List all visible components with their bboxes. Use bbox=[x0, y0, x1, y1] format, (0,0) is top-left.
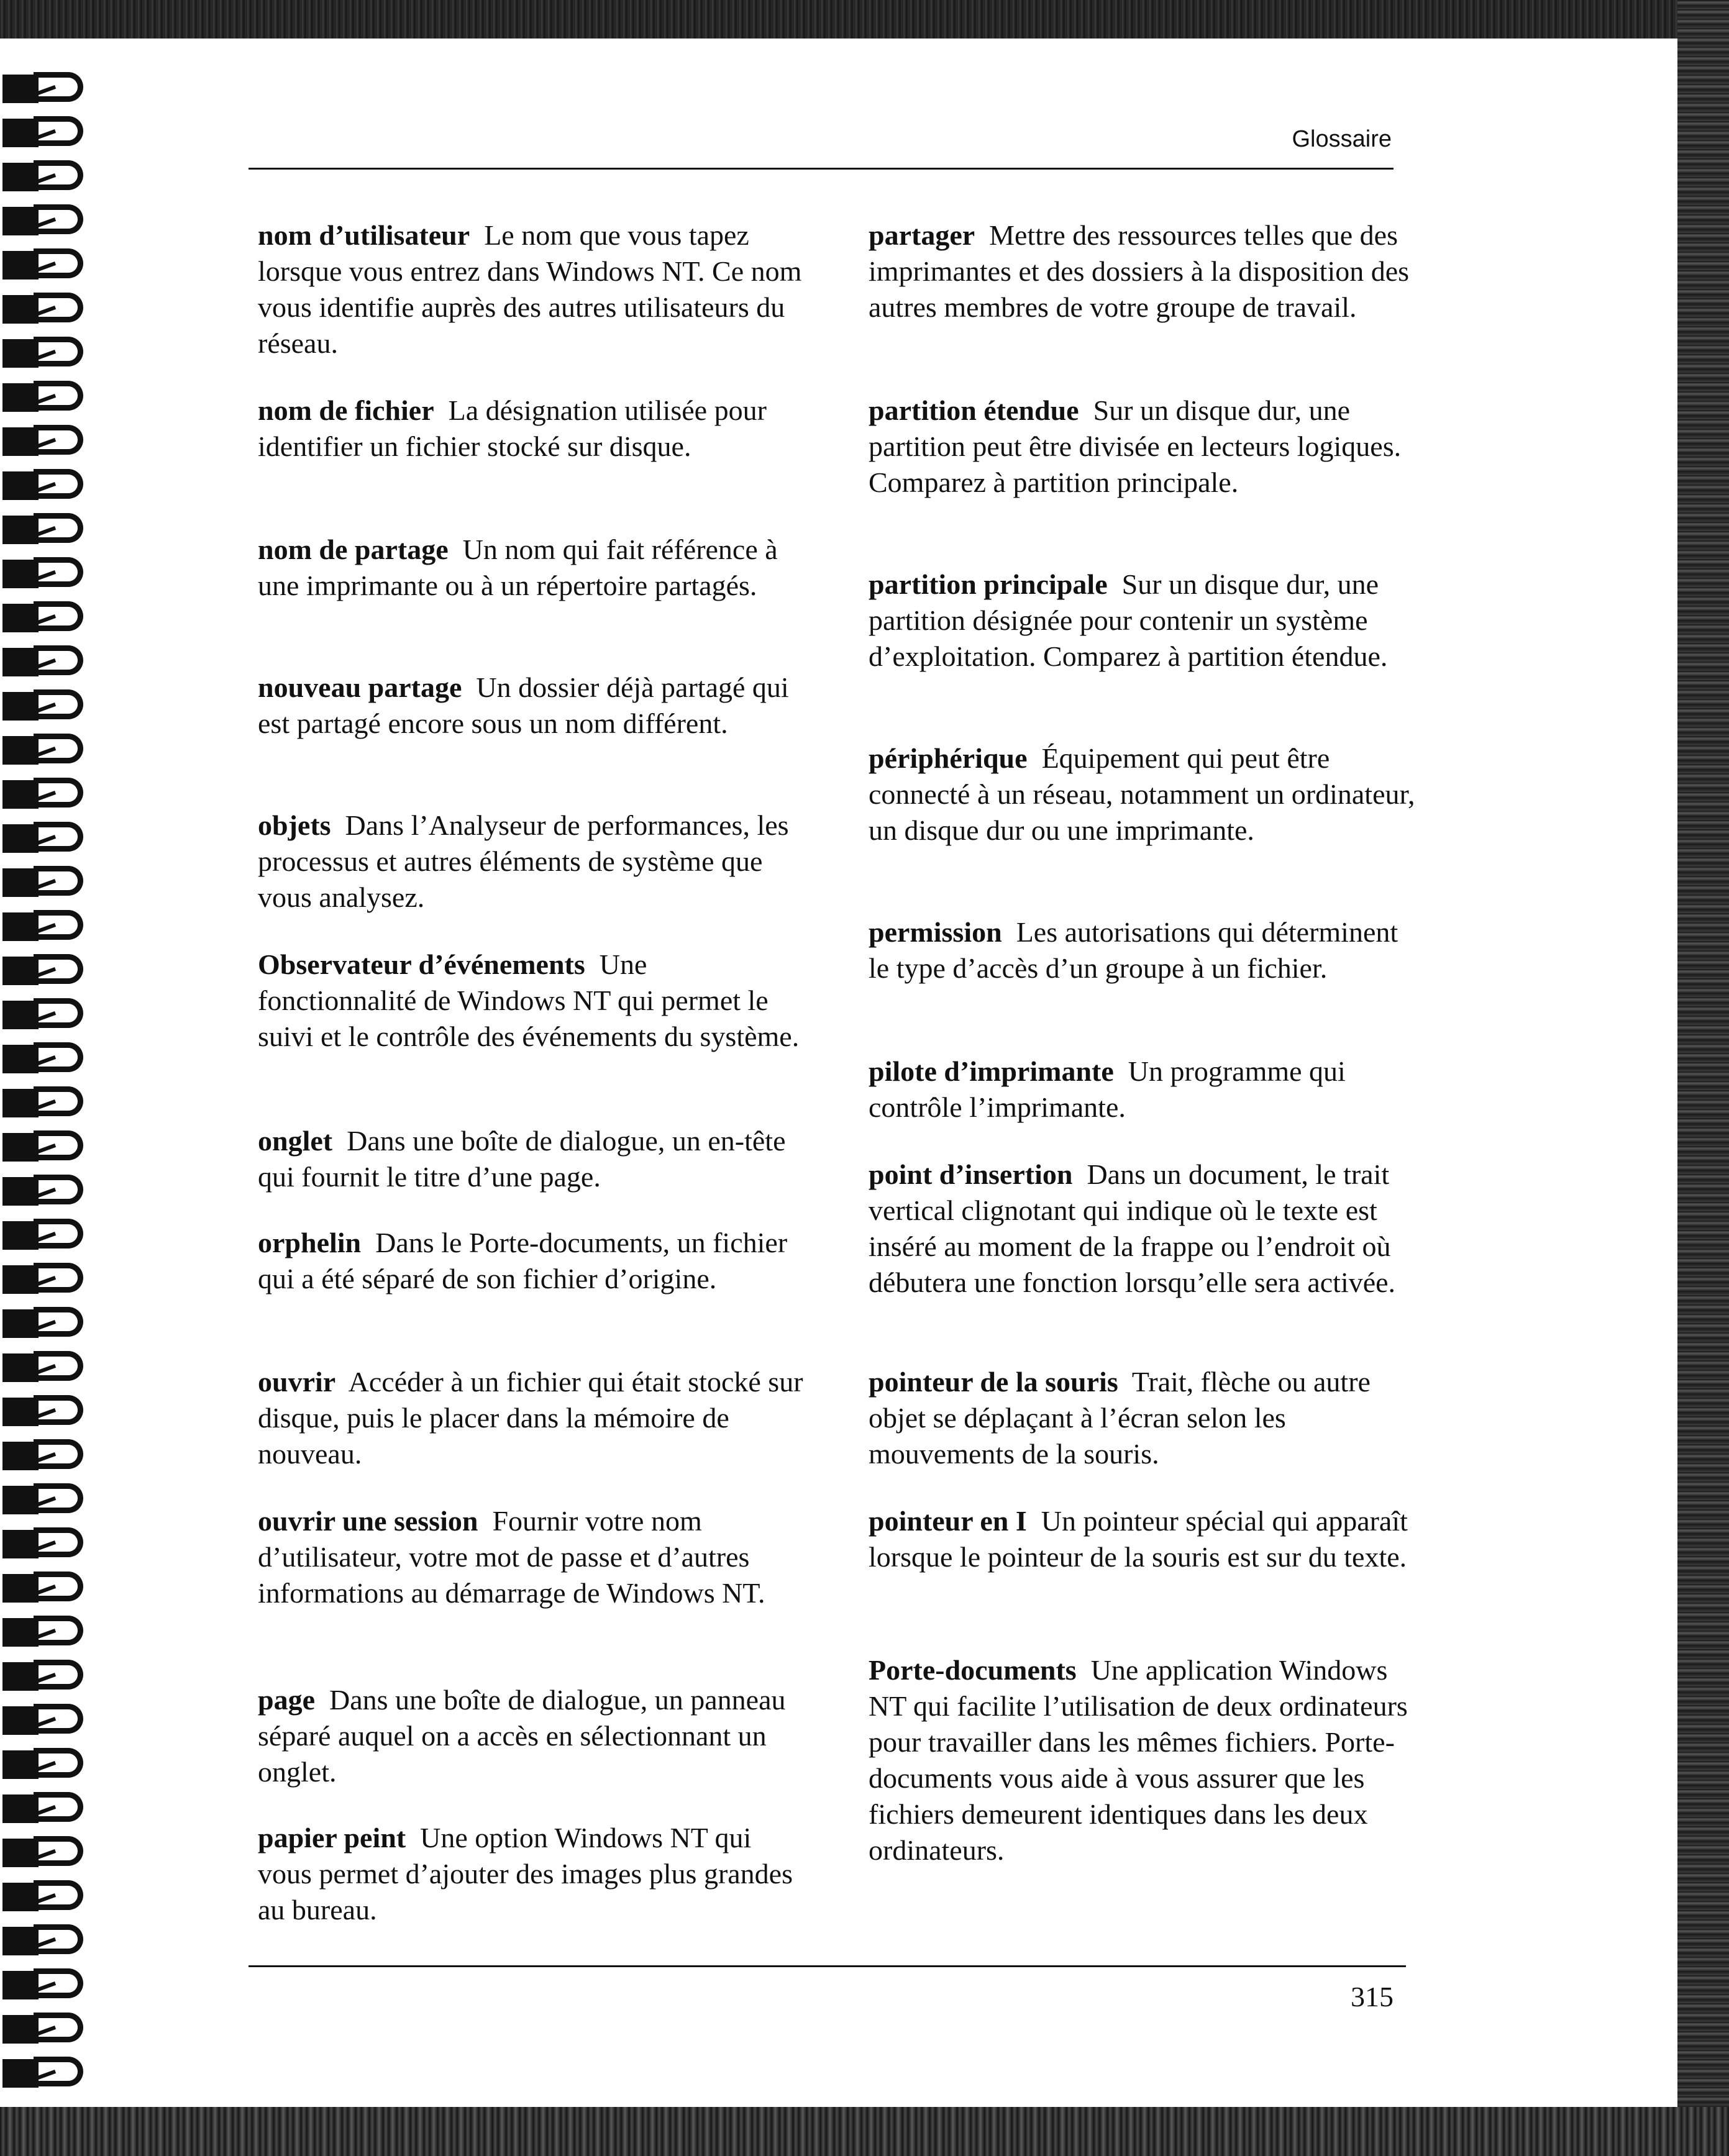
binding-ring bbox=[2, 334, 96, 371]
binding-ring bbox=[2, 863, 96, 901]
glossary-definition: Sur un disque dur, une partition désignée pour contenir un système d’exploitation. Comparez à partition étendue. bbox=[869, 568, 1388, 672]
binding-ring bbox=[2, 422, 96, 460]
binding-ring bbox=[2, 290, 96, 327]
binding-ring bbox=[2, 1260, 96, 1298]
binding-ring bbox=[2, 466, 96, 504]
glossary-entry bbox=[258, 217, 805, 362]
spiral-binding bbox=[0, 39, 106, 2107]
glossary-term: objets bbox=[258, 809, 331, 841]
glossary-term: ouvrir bbox=[258, 1366, 336, 1398]
glossary-entry bbox=[258, 947, 805, 1055]
glossary-entry bbox=[258, 1225, 805, 1297]
glossary-term: partition principale bbox=[869, 568, 1108, 600]
glossary-entry bbox=[258, 1123, 805, 1195]
glossary-definition: Un dossier déjà partagé qui est partagé encore sous un nom différent. bbox=[258, 671, 789, 739]
glossary-definition: Dans un document, le trait vertical clignotant qui indique où le texte est inséré au moment de la frappe ou l’endroit où débutera une fonction lorsqu’elle sera activée. bbox=[869, 1158, 1396, 1298]
glossary-term: nom d’utilisateur bbox=[258, 219, 470, 251]
glossary-term: pilote d’imprimante bbox=[869, 1055, 1114, 1087]
binding-ring bbox=[2, 1525, 96, 1562]
glossary-entry bbox=[869, 1503, 1415, 1575]
binding-ring bbox=[2, 643, 96, 680]
glossary-term: pointeur en I bbox=[869, 1505, 1027, 1537]
glossary-entry bbox=[869, 740, 1415, 848]
glossary-entry bbox=[869, 1053, 1415, 1126]
glossary-definition: Un pointeur spécial qui apparaît lorsque le pointeur de la souris est sur du texte. bbox=[869, 1505, 1408, 1573]
glossary-definition: Équipement qui peut être connecté à un réseau, notamment un ordinateur, un disque dur ou une imprimante. bbox=[869, 742, 1415, 846]
glossary-term: point d’insertion bbox=[869, 1158, 1073, 1190]
glossary-term: onglet bbox=[258, 1125, 333, 1157]
binding-ring bbox=[2, 996, 96, 1033]
glossary-entry bbox=[869, 914, 1415, 986]
glossary-definition: Trait, flèche ou autre objet se déplaçant à l’écran selon les mouvements de la souris. bbox=[869, 1366, 1371, 1470]
glossary-entry bbox=[869, 1652, 1415, 1868]
binding-ring bbox=[2, 775, 96, 812]
glossary-term: nom de fichier bbox=[258, 394, 434, 426]
binding-ring bbox=[2, 907, 96, 945]
scan-bottom-edge bbox=[0, 2107, 1729, 2156]
glossary-entry bbox=[258, 1682, 805, 1790]
binding-ring bbox=[2, 158, 96, 195]
glossary-term: nom de partage bbox=[258, 534, 449, 565]
glossary-definition: Un programme qui contrôle l’imprimante. bbox=[869, 1055, 1346, 1123]
glossary-definition: La désignation utilisée pour identifier un fichier stocké sur disque. bbox=[258, 394, 767, 462]
glossary-term: nouveau partage bbox=[258, 671, 462, 703]
glossary-definition: Sur un disque dur, une partition peut être divisée en lecteurs logiques. Comparez à partition principale. bbox=[869, 394, 1402, 498]
glossary-term: partager bbox=[869, 219, 975, 251]
glossary-entry bbox=[258, 670, 805, 742]
binding-ring bbox=[2, 1878, 96, 1915]
glossary-entry bbox=[869, 1157, 1415, 1301]
glossary-term: Porte-documents bbox=[869, 1654, 1077, 1686]
glossary-definition: Mettre des ressources telles que des imprimantes et des dossiers à la disposition des autres membres de votre groupe de travail. bbox=[869, 219, 1410, 323]
binding-ring bbox=[2, 1613, 96, 1650]
binding-ring bbox=[2, 70, 96, 107]
glossary-definition: Fournir votre nom d’utilisateur, votre mot de passe et d’autres informations au démarrage de Windows NT. bbox=[258, 1505, 765, 1609]
binding-ring bbox=[2, 1216, 96, 1253]
footer-rule bbox=[249, 1965, 1406, 1967]
binding-ring bbox=[2, 1084, 96, 1121]
binding-ring bbox=[2, 1481, 96, 1518]
binding-ring bbox=[2, 1834, 96, 1871]
glossary-definition: Dans l’Analyseur de performances, les processus et autres éléments de système que vous analysez. bbox=[258, 809, 789, 913]
binding-ring bbox=[2, 246, 96, 283]
glossary-definition: Dans le Porte-documents, un fichier qui a été séparé de son fichier d’origine. bbox=[258, 1227, 788, 1294]
glossary-definition: Le nom que vous tapez lorsque vous entrez dans Windows NT. Ce nom vous identifie auprès des autres utilisateurs du réseau. bbox=[258, 219, 802, 359]
glossary-term: ouvrir une session bbox=[258, 1505, 478, 1537]
binding-ring bbox=[2, 1966, 96, 2003]
binding-ring bbox=[2, 2010, 96, 2047]
binding-ring bbox=[2, 1790, 96, 1827]
binding-ring bbox=[2, 1569, 96, 1606]
glossary-definition: Une application Windows NT qui facilite l’utilisation de deux ordinateurs pour travailler dans les mêmes fichiers. Porte-documents vous aide à vous assurer que les fichiers demeurent identiques dans les deux ordinateurs. bbox=[869, 1654, 1408, 1866]
binding-ring bbox=[2, 555, 96, 592]
glossary-term: pointeur de la souris bbox=[869, 1366, 1118, 1398]
binding-ring bbox=[2, 1349, 96, 1386]
page-number: 315 bbox=[1351, 1981, 1394, 2013]
glossary-definition: Dans une boîte de dialogue, un en-tête qui fournit le titre d’une page. bbox=[258, 1125, 786, 1193]
binding-ring bbox=[2, 202, 96, 239]
scan-right-edge bbox=[1677, 0, 1729, 2156]
glossary-term: partition étendue bbox=[869, 394, 1079, 426]
glossary-entry bbox=[258, 393, 805, 465]
binding-ring bbox=[2, 1701, 96, 1739]
glossary-entry bbox=[258, 1820, 805, 1928]
glossary-term: orphelin bbox=[258, 1227, 362, 1258]
binding-ring bbox=[2, 1437, 96, 1474]
binding-ring bbox=[2, 1393, 96, 1430]
glossary-entry bbox=[869, 217, 1415, 325]
binding-ring bbox=[2, 1922, 96, 1959]
glossary-definition: Un nom qui fait référence à une imprimante ou à un répertoire partagés. bbox=[258, 534, 778, 601]
binding-ring bbox=[2, 952, 96, 989]
glossary-term: Observateur d’événements bbox=[258, 948, 585, 980]
glossary-definition: Les autorisations qui déterminent le type d’accès d’un groupe à un fichier. bbox=[869, 916, 1398, 984]
binding-ring bbox=[2, 819, 96, 857]
glossary-term: permission bbox=[869, 916, 1002, 948]
binding-ring bbox=[2, 378, 96, 416]
glossary-definition: Accéder à un fichier qui était stocké sur disque, puis le placer dans la mémoire de nouveau. bbox=[258, 1366, 803, 1470]
section-title: Glossaire bbox=[1292, 126, 1392, 152]
glossary-definition: Dans une boîte de dialogue, un panneau séparé auquel on a accès en sélectionnant un onglet. bbox=[258, 1684, 786, 1788]
glossary-definition: Une fonctionnalité de Windows NT qui permet le suivi et le contrôle des événements du système. bbox=[258, 948, 800, 1052]
binding-ring bbox=[2, 114, 96, 151]
binding-ring bbox=[2, 687, 96, 724]
glossary-term: papier peint bbox=[258, 1822, 406, 1854]
glossary-entry bbox=[869, 1364, 1415, 1472]
binding-ring bbox=[2, 1172, 96, 1209]
glossary-entry bbox=[258, 1364, 805, 1472]
binding-ring bbox=[2, 1040, 96, 1077]
glossary-term: page bbox=[258, 1684, 315, 1716]
header-rule bbox=[249, 168, 1394, 170]
binding-ring bbox=[2, 599, 96, 636]
binding-ring bbox=[2, 2054, 96, 2091]
glossary-entry bbox=[869, 566, 1415, 675]
binding-ring bbox=[2, 1128, 96, 1165]
binding-ring bbox=[2, 1745, 96, 1783]
glossary-entry bbox=[258, 807, 805, 916]
glossary-definition: Une option Windows NT qui vous permet d’ajouter des images plus grandes au bureau. bbox=[258, 1822, 793, 1926]
binding-ring bbox=[2, 731, 96, 768]
glossary-term: périphérique bbox=[869, 742, 1028, 774]
binding-ring bbox=[2, 1657, 96, 1694]
glossary-entry bbox=[869, 393, 1415, 501]
glossary-entry bbox=[258, 532, 805, 604]
glossary-entry bbox=[258, 1503, 805, 1611]
binding-ring bbox=[2, 511, 96, 548]
binding-ring bbox=[2, 1304, 96, 1342]
